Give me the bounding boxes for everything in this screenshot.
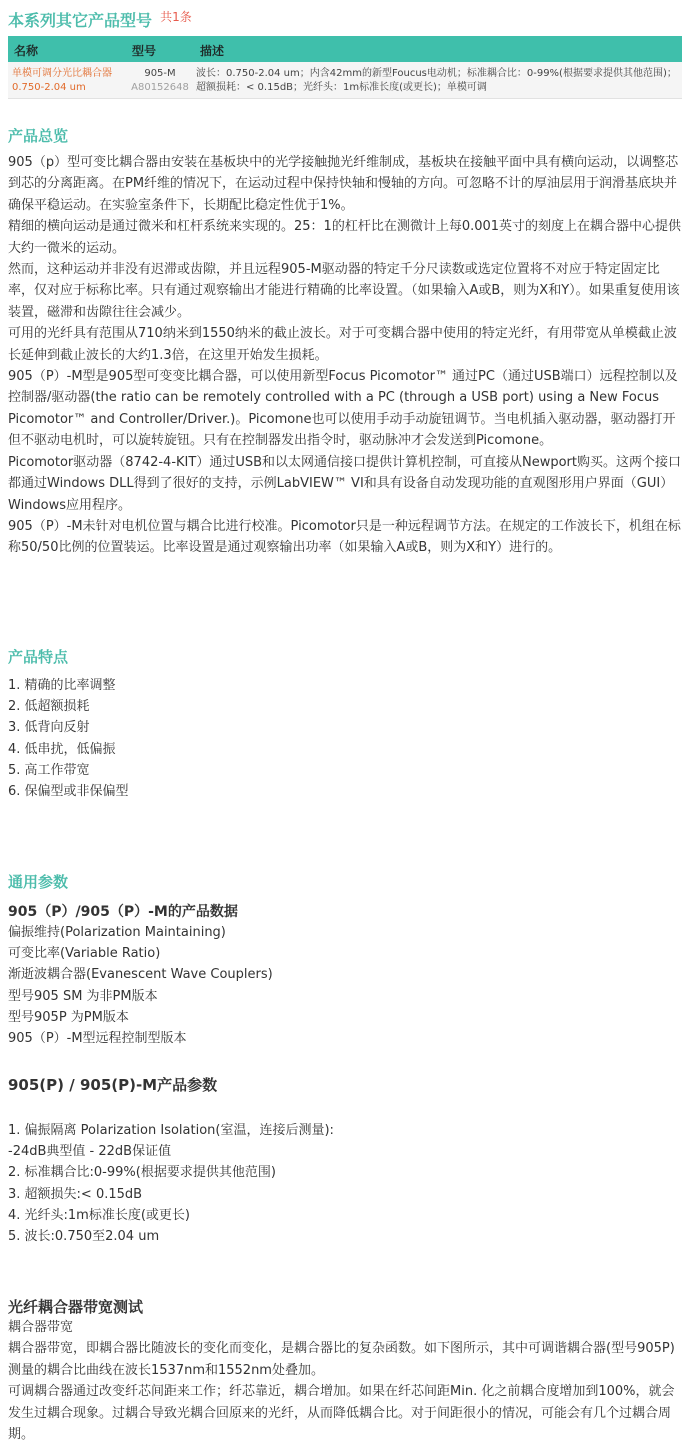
- list-item: 3. 超额损失:< 0.15dB: [8, 1186, 143, 1202]
- overview-title: 产品总览: [8, 127, 69, 145]
- list-item: 型号905P 为PM版本: [8, 1009, 129, 1025]
- list-item: 1. 精确的比率调整: [8, 678, 116, 693]
- bandwidth-paragraph: 可调耦合器通过改变纤芯间距来工作；纤芯靠近，耦合增加。如果在纤芯间距Min. 化之前耦合度增加到100%，就会发生过耦合现象。过耦合导致光耦合回原来的光纤，从而降低耦合比。对于间距很小的情况，可能会有几个过耦合周期。: [8, 1384, 675, 1443]
- general-params-title: 通用参数: [8, 873, 69, 891]
- params-title: 905(P) / 905(P)-M产品参数: [8, 1076, 218, 1094]
- overview-paragraph: 905（p）型可变比耦合器由安装在基板块中的光学接触抛光纤维制成，基板块在接触平面中具有横向运动，以调整芯到芯的分离距离。在PM纤维的情况下，在运动过程中保持快轴和慢轴的方向。可忽略不计的厚油层用于润滑基底块并确保平稳运动。在实验室条件下，长期配比稳定性优于1%。: [8, 155, 679, 213]
- table-row[interactable]: [8, 62, 682, 99]
- list-item: 偏振维持(Polarization Maintaining): [8, 925, 226, 940]
- list-item: 1. 偏振隔离 Polarization Isolation(室温，连接后测量):: [8, 1123, 334, 1138]
- list-item: 6. 保偏型或非保偏型: [8, 784, 129, 800]
- list-item: 可变比率(Variable Ratio): [8, 946, 161, 962]
- product-model: [130, 67, 190, 95]
- general-lines: [8, 922, 684, 1049]
- list-item: 4. 光纤头:1m标准长度(或更长): [8, 1207, 190, 1223]
- product-model-number: 905-M: [144, 68, 176, 79]
- series-table-header: [8, 36, 682, 62]
- params-list: [8, 1120, 684, 1247]
- list-item: 4. 低串扰，低偏振: [8, 741, 116, 757]
- list-item: 2. 标准耦合比:0-99%(根据要求提供其他范围): [8, 1165, 276, 1181]
- series-count-badge: 共1条: [160, 10, 192, 24]
- bandwidth-paragraph: 耦合器带宽，即耦合器比随波长的变化而变化，是耦合器比的复杂函数。如下图所示，其中可调谐耦合器(型号905P) 测量的耦合比曲线在波长1537nm和1552nm处叠加。: [8, 1341, 675, 1378]
- col-header-desc: 描述: [200, 44, 225, 58]
- list-item: 5. 高工作带宽: [8, 762, 90, 778]
- series-header: [8, 8, 192, 32]
- col-header-name: 名称: [14, 44, 39, 58]
- overview-paragraph: 然而，这种运动并非没有迟滞或齿隙，并且远程905-M驱动器的特定千分尺读数或选定位置将不对应于特定固定比率，仅对应于标称比率。只有通过观察输出才能进行精确的比率设置。（如果输入A或B，则为X和Y）。如果重复使用该装置，磁滞和齿隙往往会减少。: [8, 262, 680, 320]
- features-title: 产品特点: [8, 648, 69, 666]
- list-item: 5. 波长:0.750至2.04 um: [8, 1229, 160, 1245]
- list-item: 渐逝波耦合器(Evanescent Wave Couplers): [8, 967, 273, 983]
- general-subtitle: 905（P）/905（P）-M的产品数据: [8, 904, 238, 920]
- overview-paragraph: Picomotor驱动器（8742-4-KIT）通过USB和以太网通信接口提供计算机控制，可直接从Newport购买。这两个接口都通过Windows DLL得到了很好的支持，示例LabVIEW™ VI和具有设备自动发现功能的直观图形用户界面（GUI）Windows应用程序。: [8, 454, 682, 513]
- list-item: 3. 低背向反射: [8, 720, 90, 736]
- overview-paragraph: 精细的横向运动是通过微米和杠杆系统来实现的。25：1的杠杆比在测微计上每0.001英寸的刻度上在耦合器中心提供大约一微米的运动。: [8, 219, 682, 256]
- product-description: 波长：0.750-2.04 um；内含42mm的新型Foucus电动机；标准耦合比：0-99%(根据要求提供其他范围)；超额损耗：< 0.15dB；光纤头：1m标准长度(或更长)；单模可调: [196, 68, 677, 93]
- list-item: -24dB典型值 - 22dB保证值: [8, 1144, 172, 1160]
- overview-paragraph: 905（P）-M型是905型可变变比耦合器，可以使用新型Focus Picomotor™ 通过PC（通过USB端口）远程控制以及控制器/驱动器(the ratio can be remotely controlled with a PC (through a USB port) using a New Focus Picomotor™ and Controller/Driver.)。Picomone也可以使用手动手动旋钮调节。当电机插入驱动器，驱动器打开但不驱动电机时，可以旋转旋钮。只有在控制器发出指令时，驱动脉冲才会发送到Picomone。: [8, 369, 678, 449]
- list-item: 905（P）-M型远程控制型版本: [8, 1031, 187, 1047]
- product-name-link[interactable]: 单模可调分光比耦合器 0.750-2.04 um: [12, 68, 112, 93]
- series-title: 本系列其它产品型号: [8, 11, 153, 30]
- overview-paragraph: 可用的光纤具有范围从710纳米到1550纳米的截止波长。对于可变耦合器中使用的特定光纤，有用带宽从单模截止波长延伸到截止波长的大约1.3倍，在这里开始发生损耗。: [8, 326, 677, 363]
- bandwidth-title: 光纤耦合器带宽测试: [8, 1298, 144, 1316]
- features-list: [8, 675, 684, 802]
- list-item: 2. 低超额损耗: [8, 699, 90, 715]
- overview-paragraph: 905（P）-M未针对电机位置与耦合比进行校准。Picomotor只是一种远程调节方法。在规定的工作波长下，机组在标称50/50比例的位置装运。比率设置是通过观察输出功率（如果输入A或B，则为X和Y）进行的。: [8, 518, 681, 556]
- bandwidth-subtitle: 耦合器带宽: [8, 1320, 74, 1335]
- product-model-code: A80152648: [131, 82, 189, 93]
- col-header-model: 型号: [132, 44, 157, 58]
- bandwidth-text: [8, 1317, 684, 1445]
- overview-text: [8, 152, 684, 559]
- list-item: 型号905 SM 为非PM版本: [8, 988, 158, 1004]
